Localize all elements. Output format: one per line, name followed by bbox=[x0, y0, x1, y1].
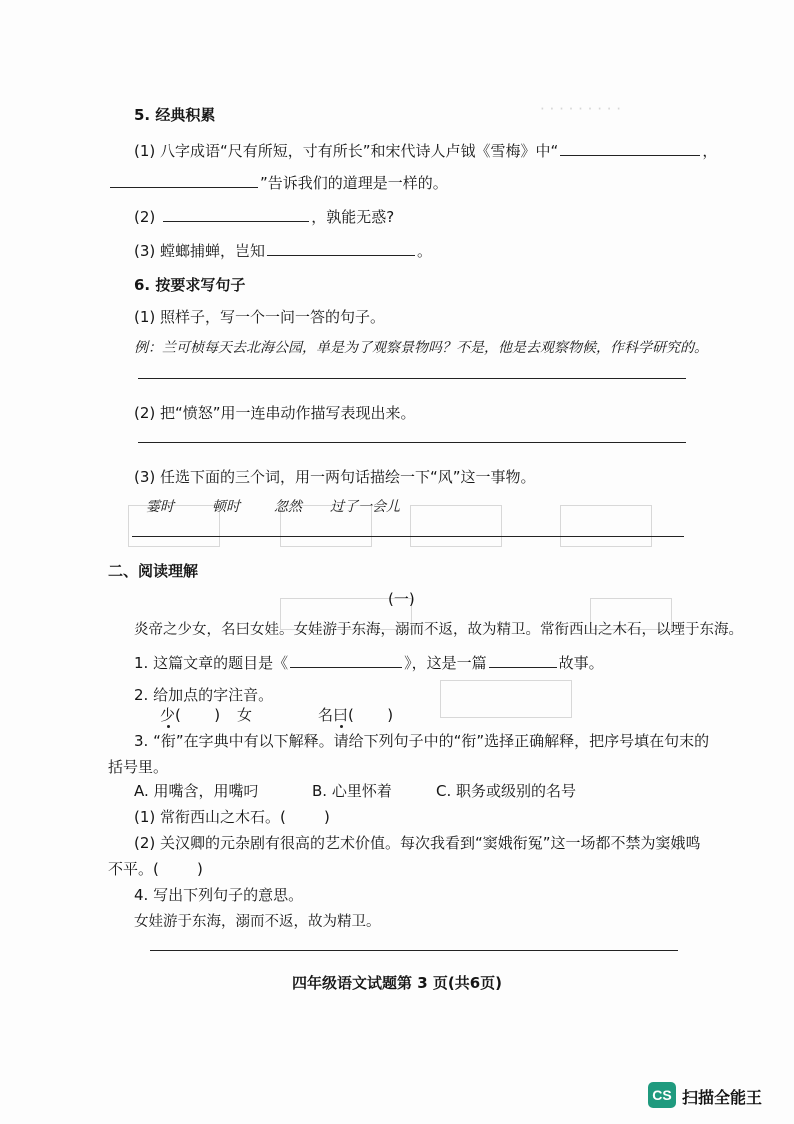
answer-line[interactable] bbox=[150, 950, 678, 951]
section-6-q3: (3) 任选下面的三个词，用一两句话描绘一下“风”这一事物。 bbox=[134, 468, 536, 486]
section-5-q1-cont: ”告诉我们的道理是一样的。 bbox=[108, 172, 448, 193]
part-2-q3-s2-line2: 不平。( ) bbox=[108, 858, 211, 879]
section-6-title: 6. 按要求写句子 bbox=[134, 276, 246, 294]
part-2-q1: 1. 这篇文章的题目是《 》，这是一篇 故事。 bbox=[134, 654, 604, 672]
camscanner-brand: 扫描全能王 bbox=[682, 1088, 763, 1107]
camscanner-logo: CS bbox=[648, 1082, 676, 1108]
pinyin-item-2: 名曰( ) bbox=[318, 704, 410, 725]
option-c: C. 职务或级别的名号 bbox=[436, 782, 577, 800]
pinyin-answer[interactable]: ( ) bbox=[348, 706, 394, 724]
answer-line[interactable] bbox=[138, 378, 686, 379]
section-5-q1: (1) 八字成语“尺有所短，寸有所长”和宋代诗人卢钺《雪梅》中“ ， bbox=[134, 142, 718, 160]
part-2-q4: 4. 写出下列句子的意思。 bbox=[134, 886, 304, 904]
answer-blank[interactable] bbox=[290, 653, 402, 668]
part-2-q3-s2-line1: (2) 关汉卿的元杂剧有很高的艺术价值。每次我看到“窦娥衔冤”这一场都不禁为窦娥鸣 bbox=[134, 834, 701, 852]
answer-line[interactable] bbox=[132, 536, 684, 537]
section-5-title: 5. 经典积累 bbox=[134, 106, 216, 124]
part-2-q2: 2. 给加点的字注音。 bbox=[134, 686, 274, 704]
option-a: A. 用嘴含，用嘴叼 bbox=[134, 782, 259, 800]
passage-text: 炎帝之少女，名曰女娃。女娃游于东海，溺而不返，故为精卫。常衔西山之木石，以堙于东海。 bbox=[134, 622, 743, 638]
choice-answer[interactable]: ) bbox=[285, 808, 330, 826]
answer-blank[interactable] bbox=[489, 653, 557, 668]
answer-blank[interactable] bbox=[163, 207, 309, 222]
bleed-through-text: · · · · · · · · · bbox=[540, 100, 622, 118]
page-footer: 四年级语文试题第 3 页(共6页) bbox=[291, 974, 503, 992]
part-2-q3-line2: 括号里。 bbox=[108, 758, 169, 776]
word-choice-2: 顿时 bbox=[212, 499, 240, 515]
bleed-through-grid bbox=[128, 505, 220, 547]
section-6-q1: (1) 照样子，写一个一问一答的句子。 bbox=[134, 308, 386, 326]
part-2-q3-s1: (1) 常衔西山之木石。( ) bbox=[134, 806, 338, 827]
word-choice-3: 忽然 bbox=[274, 499, 302, 515]
section-5-q2: (2) ，孰能无惑? bbox=[134, 208, 395, 226]
section-5-q3: (3) 螳螂捕蝉，岂知 。 bbox=[134, 242, 433, 260]
word-choice-1: 霎时 bbox=[146, 499, 174, 515]
passage-number: (一) bbox=[388, 590, 415, 608]
pinyin-item-1: 少( ) 女 bbox=[160, 706, 253, 724]
answer-line[interactable] bbox=[138, 442, 686, 443]
section-6-q2: (2) 把“愤怒”用一连串动作描写表现出来。 bbox=[134, 404, 416, 422]
part-2-q4-sentence: 女娃游于东海，溺而不返，故为精卫。 bbox=[134, 914, 381, 930]
choice-answer[interactable]: ) bbox=[158, 860, 203, 878]
answer-blank[interactable] bbox=[560, 141, 700, 156]
bleed-through-grid bbox=[440, 680, 572, 718]
bleed-through-grid bbox=[560, 505, 652, 547]
part-2-title: 二、阅读理解 bbox=[108, 562, 199, 580]
pinyin-answer[interactable]: ( ) bbox=[175, 706, 221, 724]
answer-blank[interactable] bbox=[110, 173, 258, 188]
answer-blank[interactable] bbox=[267, 241, 415, 256]
option-b: B. 心里怀着 bbox=[312, 782, 392, 800]
part-2-q3-line1: 3. “衔”在字典中有以下解释。请给下列句子中的“衔”选择正确解释，把序号填在句末的 bbox=[134, 732, 710, 750]
section-6-example: 例：兰可桢每天去北海公园，单是为了观察景物吗？不是，他是去观察物候，作科学研究的。 bbox=[134, 340, 708, 356]
bleed-through-grid bbox=[410, 505, 502, 547]
word-choice-4: 过了一会儿 bbox=[330, 499, 400, 515]
